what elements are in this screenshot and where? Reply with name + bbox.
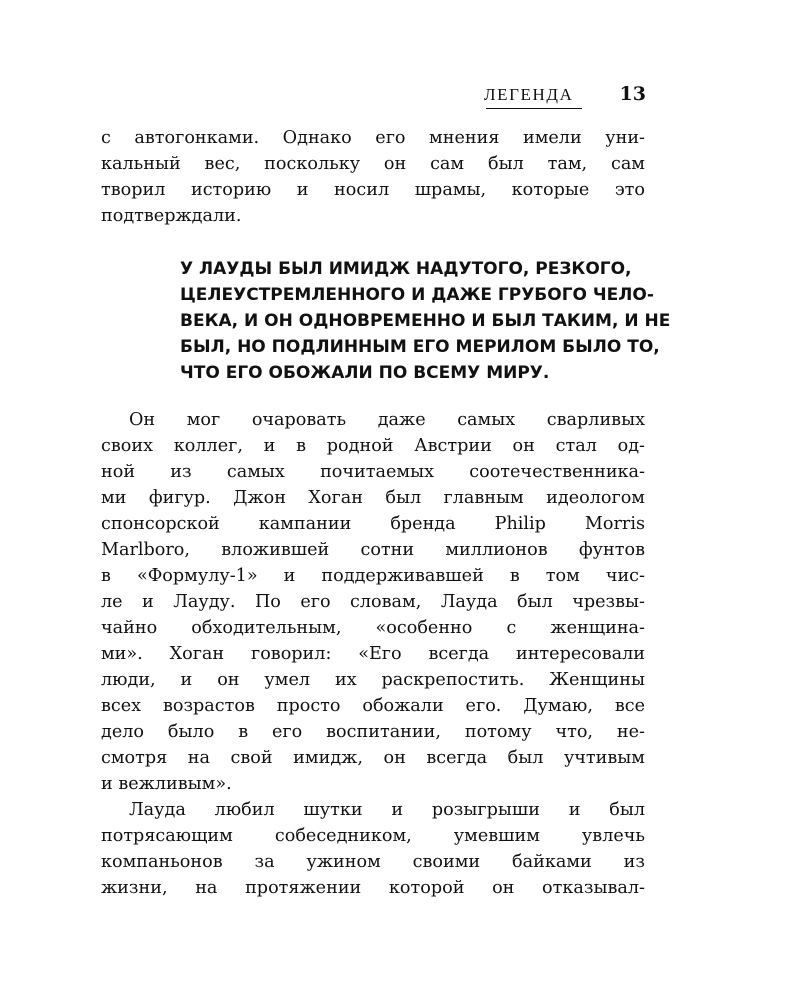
text-line: жизни, на протяжении которой он отказывал-	[101, 878, 645, 898]
text-line: Лауда любил шутки и розыгрыши и был	[129, 800, 645, 820]
text-line: подтверждали.	[101, 206, 242, 226]
text-line: ной из самых почитаемых соотечественника-	[101, 462, 645, 482]
text-line: кальный вес, поскольку он сам был там, сам	[101, 154, 645, 174]
pull-quote	[180, 256, 671, 386]
text-line: своих коллег, и в родной Австрии он стал од-	[101, 436, 645, 456]
pull-quote-line: У ЛАУДЫ БЫЛ ИМИДЖ НАДУТОГО, РЕЗКОГО,	[180, 259, 632, 279]
text-line: люди, и он умел их раскрепостить. Женщины	[101, 670, 645, 690]
text-line: творил историю и носил шрамы, которые это	[101, 180, 645, 200]
text-line: потрясающим собеседником, умевшим увлечь	[101, 826, 645, 846]
pull-quote-line: БЫЛ, НО ПОДЛИННЫМ ЕГО МЕРИЛОМ БЫЛО ТО,	[180, 337, 660, 357]
paragraph-jokes	[101, 797, 645, 901]
text-line: чайно обходительным, «особенно с женщина-	[101, 618, 645, 638]
paragraph-charm	[101, 407, 645, 797]
text-line: в «Формулу-1» и поддерживавшей в том чис-	[101, 566, 645, 586]
text-line: Он мог очаровать даже самых сварливых	[129, 410, 645, 430]
text-line: ми фигур. Джон Хоган был главным идеологом	[101, 488, 645, 508]
text-line: всех возрастов просто обожали его. Думаю, все	[101, 696, 645, 716]
running-title: ЛЕГЕНДА	[484, 85, 574, 104]
running-head	[484, 84, 646, 110]
text-line: компаньонов за ужином своими байками из	[101, 852, 645, 872]
text-line: ми». Хоган говорил: «Его всегда интересовали	[101, 644, 645, 664]
text-line: с автогонками. Однако его мнения имели уни-	[101, 128, 645, 148]
pull-quote-line: ЧТО ЕГО ОБОЖАЛИ ПО ВСЕМУ МИРУ.	[180, 363, 550, 383]
text-line: спонсорской кампании бренда Philip Morris	[101, 514, 645, 534]
text-line: и вежливым».	[101, 774, 232, 794]
text-line: смотря на свой имидж, он всегда был учтивым	[101, 748, 645, 768]
running-title-underline	[486, 108, 582, 109]
text-line: дело было в его воспитании, потому что, не-	[101, 722, 645, 742]
page-number: 13	[619, 83, 646, 105]
pull-quote-line: ВЕКА, И ОН ОДНОВРЕМЕННО И БЫЛ ТАКИМ, И НЕ	[180, 311, 671, 331]
pull-quote-line: ЦЕЛЕУСТРЕМЛЕННОГО И ДАЖЕ ГРУБОГО ЧЕЛО-	[180, 285, 654, 305]
text-line: Marlboro, вложившей сотни миллионов фунтов	[101, 540, 645, 560]
paragraph-continuation	[101, 125, 645, 229]
text-line: ле и Лауду. По его словам, Лауда был чрезвы-	[101, 592, 645, 612]
